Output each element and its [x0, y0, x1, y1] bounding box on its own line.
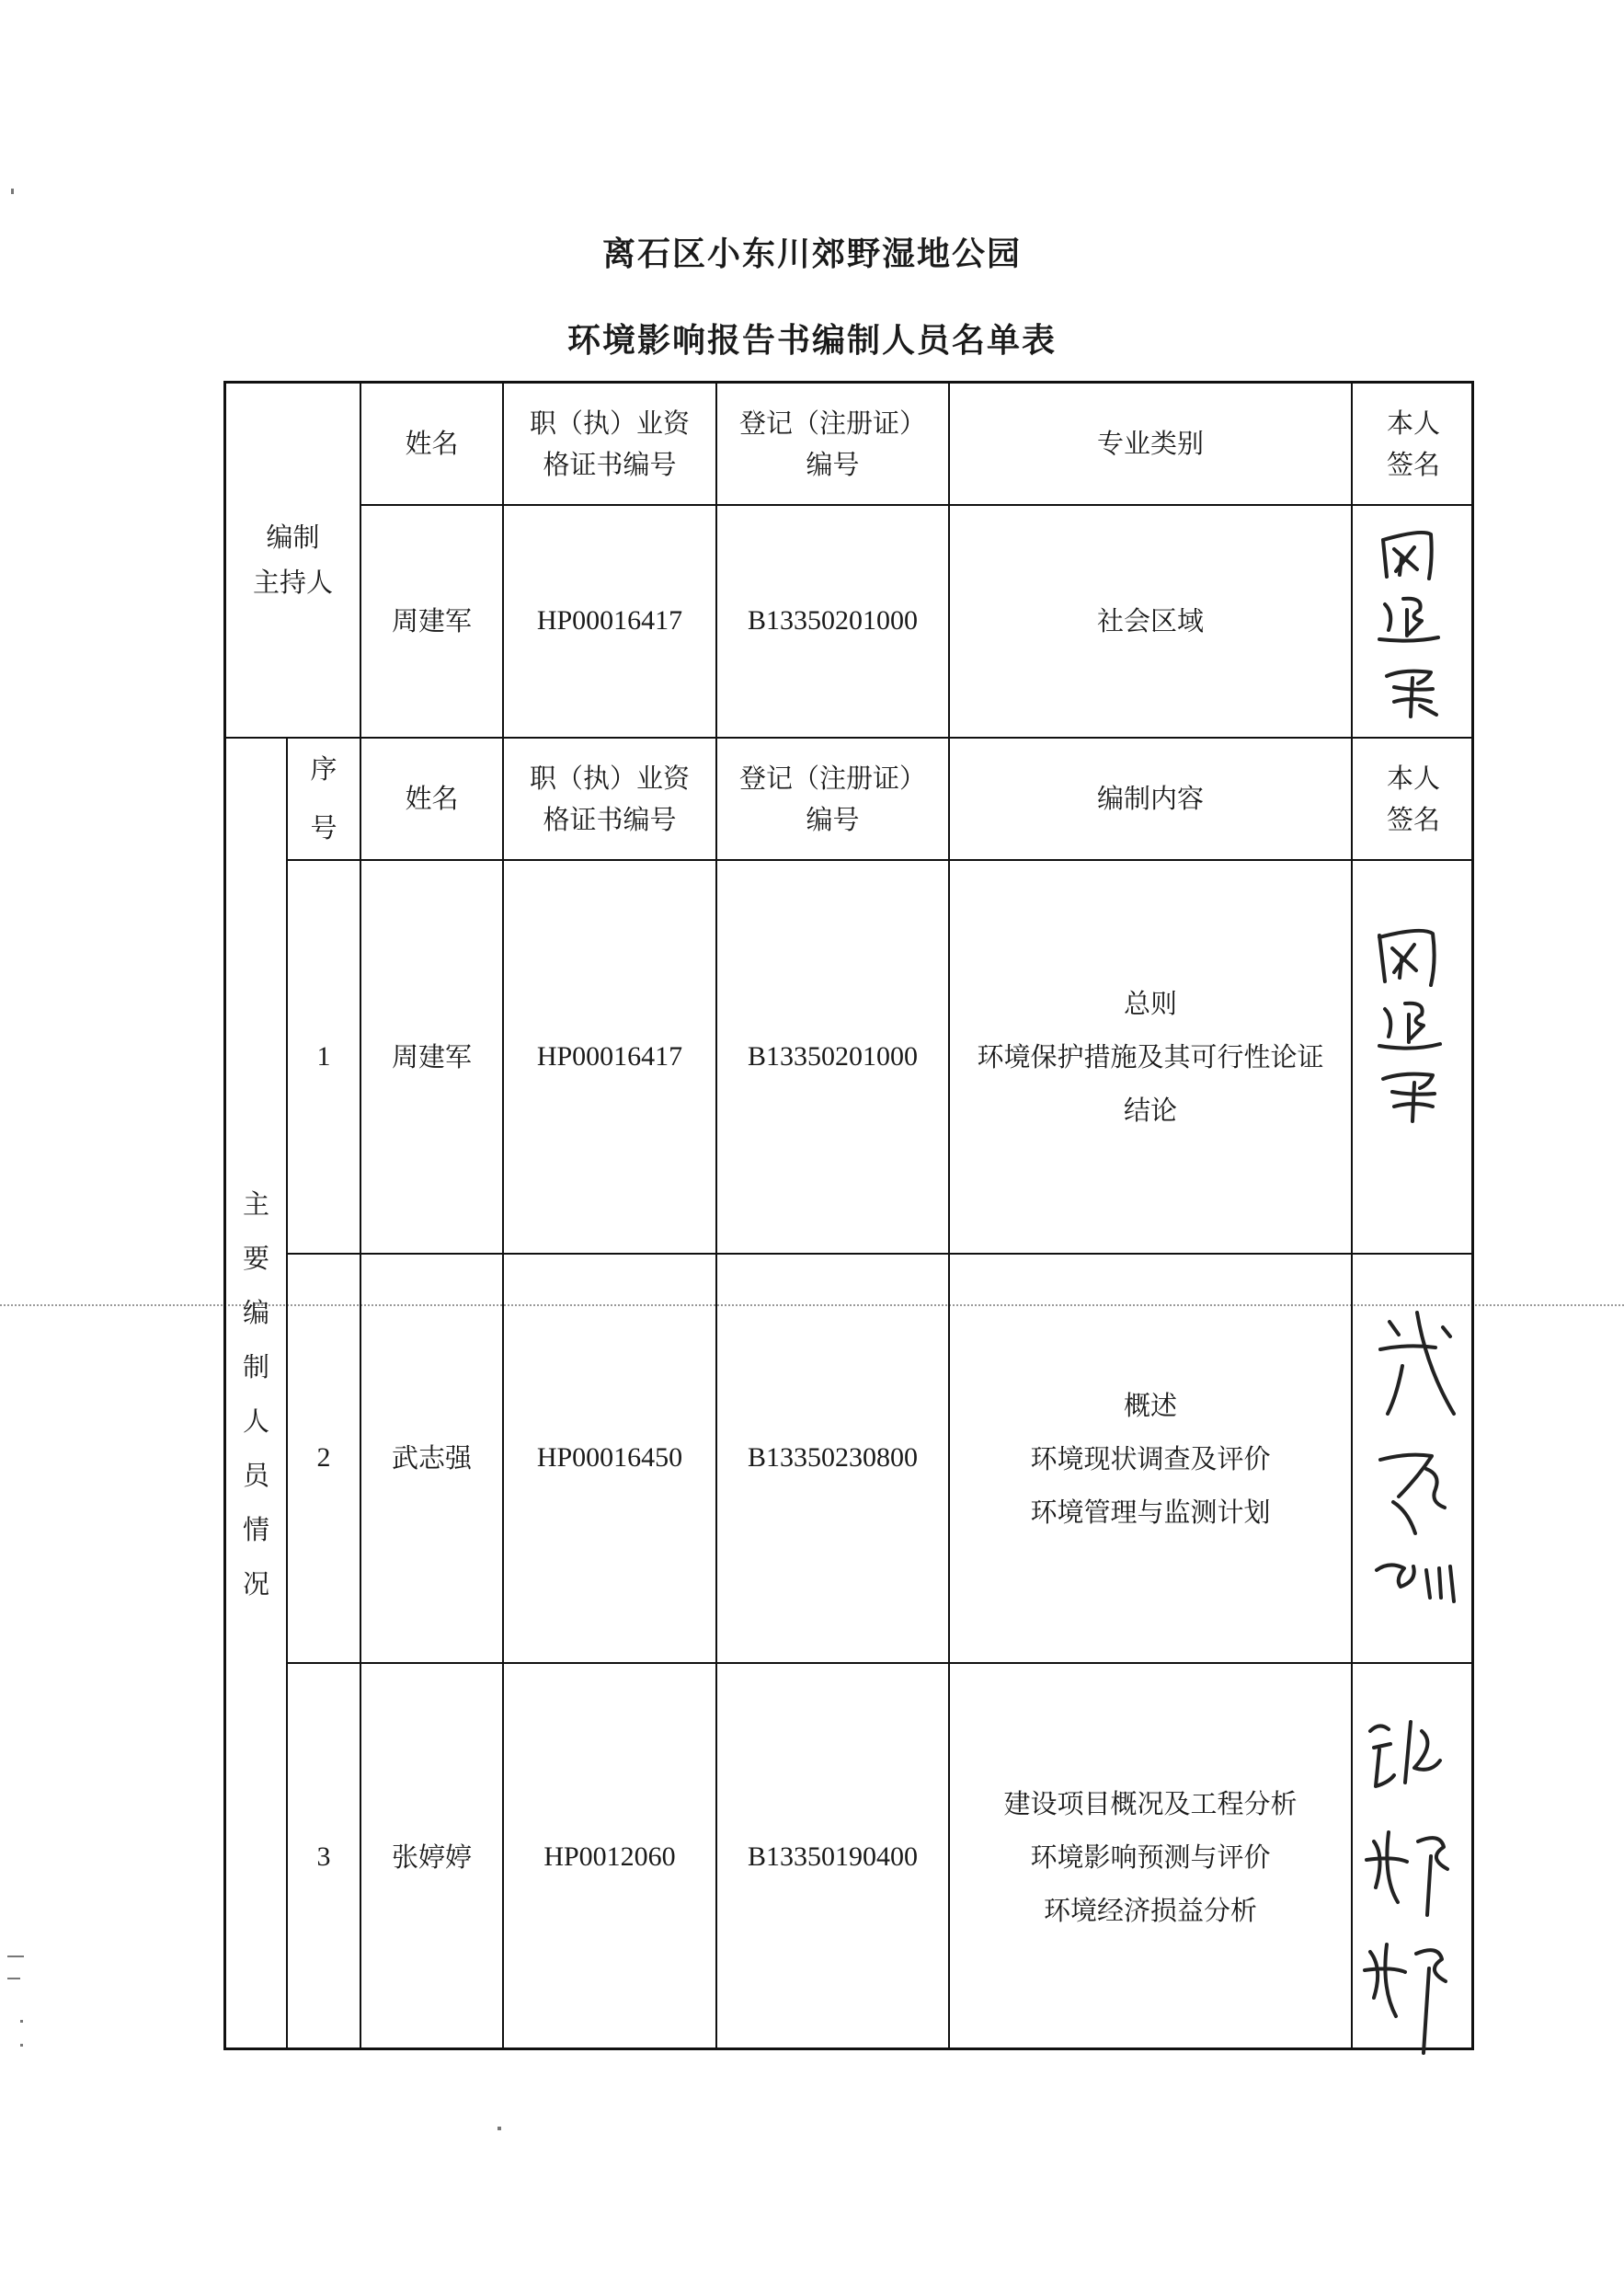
staff-label-char: 人 [242, 1405, 269, 1437]
scan-speck [20, 2044, 23, 2047]
header-signature: 本人 签名 [1386, 762, 1440, 835]
row-seq: 1 [316, 1040, 331, 1072]
host-name: 周建军 [391, 605, 472, 637]
row-registration-number: B13350201000 [747, 1040, 918, 1072]
host-signature [1367, 522, 1458, 724]
row-seq: 3 [316, 1841, 331, 1872]
scan-speck [20, 2020, 23, 2023]
row-registration-number: B13350190400 [747, 1841, 918, 1872]
header-seq: 序 号 [310, 752, 337, 843]
host-label-line2: 主持人 [252, 567, 333, 598]
document-subtitle: 环境影响报告书编制人员名单表 [566, 322, 1057, 360]
scan-speck [7, 1978, 20, 1979]
scan-speck [7, 1956, 24, 1957]
row-content: 总则 环境保护措施及其可行性论证 结论 [977, 988, 1324, 1126]
row-name: 武志强 [391, 1442, 472, 1474]
row-signature [1357, 1694, 1468, 2062]
staff-section-label [226, 739, 286, 2050]
staff-list-table [223, 381, 1474, 2050]
header-name: 姓名 [405, 783, 459, 815]
row-content: 建设项目概况及工程分析 环境影响预测与评价 环境经济损益分析 [1003, 1788, 1298, 1926]
host-section-label [226, 384, 360, 737]
row-name: 周建军 [391, 1040, 472, 1072]
scan-speck [497, 2127, 501, 2130]
staff-label-char: 情 [242, 1514, 269, 1545]
row-signature [1367, 917, 1458, 1138]
header-content: 编制内容 [1096, 783, 1204, 815]
header-name: 姓名 [405, 428, 459, 460]
row-content: 概述 环境现状调查及评价 环境管理与监测计划 [1030, 1389, 1271, 1528]
host-registration-number: B13350201000 [747, 605, 918, 637]
header-cert-number: 职（执）业资 格证书编号 [529, 407, 690, 480]
scan-speck [11, 189, 14, 194]
row-cert-number: HP00016417 [536, 1040, 683, 1072]
header-professional-category: 专业类别 [1096, 428, 1204, 460]
staff-label-char: 要 [242, 1243, 269, 1274]
staff-label-char: 编 [242, 1297, 269, 1328]
host-category: 社会区域 [1096, 605, 1204, 637]
row-name: 张婷婷 [391, 1841, 472, 1873]
row-cert-number: HP0012060 [543, 1841, 676, 1872]
host-cert-number: HP00016417 [536, 605, 683, 637]
row-seq: 2 [316, 1442, 331, 1474]
staff-label-char: 主 [242, 1188, 269, 1220]
header-signature: 本人 签名 [1386, 407, 1440, 480]
header-cert-number: 职（执）业资 格证书编号 [529, 762, 690, 835]
row-registration-number: B13350230800 [747, 1442, 918, 1474]
row-signature [1362, 1294, 1472, 1625]
host-label-line1: 编制 [266, 521, 320, 553]
header-registration-number: 登记（注册证） 编号 [738, 407, 926, 480]
staff-label-char: 制 [242, 1351, 269, 1382]
staff-label-char: 况 [242, 1568, 269, 1600]
row-cert-number: HP00016450 [536, 1442, 683, 1474]
staff-label-char: 员 [242, 1460, 269, 1491]
document-title: 离石区小东川郊野湿地公园 [601, 235, 1022, 273]
header-registration-number: 登记（注册证） 编号 [738, 762, 926, 835]
